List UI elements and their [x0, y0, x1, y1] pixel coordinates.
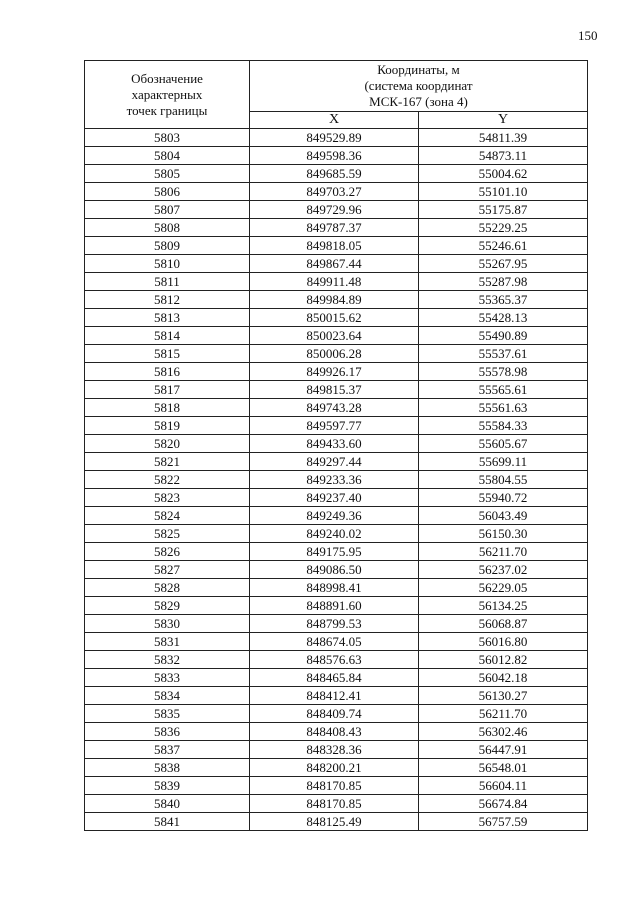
table-row: [85, 651, 588, 669]
point-id-cell: 5804: [85, 147, 250, 165]
point-id-cell: 5813: [85, 309, 250, 327]
table-row: [85, 615, 588, 633]
x-coordinate-cell: 848125.49: [250, 813, 419, 831]
point-header-line: точек границы: [126, 102, 208, 118]
table-row: [85, 165, 588, 183]
point-id-cell: 5805: [85, 165, 250, 183]
y-coordinate-cell: 54811.39: [419, 129, 588, 147]
x-coordinate-cell: 848200.21: [250, 759, 419, 777]
x-coordinate-cell: 849433.60: [250, 435, 419, 453]
x-coordinate-cell: 849818.05: [250, 237, 419, 255]
point-id-cell: 5833: [85, 669, 250, 687]
point-id-cell: 5819: [85, 417, 250, 435]
point-id-cell: 5838: [85, 759, 250, 777]
table-row: [85, 741, 588, 759]
point-id-cell: 5825: [85, 525, 250, 543]
x-coordinate-cell: 849703.27: [250, 183, 419, 201]
table-row: [85, 219, 588, 237]
x-coordinate-cell: 850023.64: [250, 327, 419, 345]
table-row: [85, 183, 588, 201]
x-coordinate-cell: 849911.48: [250, 273, 419, 291]
y-coordinate-cell: 55004.62: [419, 165, 588, 183]
x-coordinate-cell: 849787.37: [250, 219, 419, 237]
table-row: [85, 723, 588, 741]
point-id-cell: 5811: [85, 273, 250, 291]
x-coordinate-cell: 849529.89: [250, 129, 419, 147]
x-coordinate-cell: 848412.41: [250, 687, 419, 705]
x-coordinate-cell: 848170.85: [250, 777, 419, 795]
table-row: [85, 795, 588, 813]
coords-header-line: (система координат: [364, 78, 473, 93]
point-id-cell: 5815: [85, 345, 250, 363]
y-coordinate-cell: 55940.72: [419, 489, 588, 507]
table-row: [85, 363, 588, 381]
table-row: [85, 399, 588, 417]
y-coordinate-cell: 55804.55: [419, 471, 588, 489]
y-coordinate-cell: 56674.84: [419, 795, 588, 813]
table-row: [85, 345, 588, 363]
point-id-cell: 5835: [85, 705, 250, 723]
x-coordinate-cell: 849815.37: [250, 381, 419, 399]
y-coordinate-cell: 56043.49: [419, 507, 588, 525]
x-coordinate-cell: 849984.89: [250, 291, 419, 309]
x-coordinate-cell: 848170.85: [250, 795, 419, 813]
y-coordinate-cell: 55490.89: [419, 327, 588, 345]
x-coordinate-cell: 848674.05: [250, 633, 419, 651]
point-id-cell: 5823: [85, 489, 250, 507]
table-row: [85, 327, 588, 345]
point-id-cell: 5831: [85, 633, 250, 651]
x-coordinate-cell: 849926.17: [250, 363, 419, 381]
table-body: [85, 129, 588, 831]
point-id-cell: 5822: [85, 471, 250, 489]
x-coordinate-cell: 848409.74: [250, 705, 419, 723]
y-coordinate-cell: 55578.98: [419, 363, 588, 381]
x-coordinate-cell: 849233.36: [250, 471, 419, 489]
x-coordinate-cell: 849867.44: [250, 255, 419, 273]
x-coordinate-cell: 849249.36: [250, 507, 419, 525]
table-row: [85, 687, 588, 705]
y-coordinate-cell: 56134.25: [419, 597, 588, 615]
x-coordinate-cell: 848465.84: [250, 669, 419, 687]
point-id-cell: 5828: [85, 579, 250, 597]
y-coordinate-cell: 56447.91: [419, 741, 588, 759]
table-row: [85, 561, 588, 579]
y-coordinate-cell: 55565.61: [419, 381, 588, 399]
y-coordinate-cell: 55561.63: [419, 399, 588, 417]
y-coordinate-cell: 56016.80: [419, 633, 588, 651]
y-coordinate-cell: 54873.11: [419, 147, 588, 165]
y-coordinate-cell: 55699.11: [419, 453, 588, 471]
point-id-cell: 5836: [85, 723, 250, 741]
x-coordinate-cell: 849237.40: [250, 489, 419, 507]
table-header: [85, 61, 588, 129]
table-row: [85, 453, 588, 471]
y-coordinate-cell: 56012.82: [419, 651, 588, 669]
point-id-cell: 5830: [85, 615, 250, 633]
y-coordinate-cell: 56302.46: [419, 723, 588, 741]
table-row: [85, 291, 588, 309]
y-coordinate-cell: 56211.70: [419, 705, 588, 723]
point-id-cell: 5814: [85, 327, 250, 345]
point-id-cell: 5821: [85, 453, 250, 471]
coordinates-column-header: [250, 61, 588, 112]
x-coordinate-cell: 849086.50: [250, 561, 419, 579]
y-coordinate-cell: 56229.05: [419, 579, 588, 597]
x-coordinate-cell: 849729.96: [250, 201, 419, 219]
point-id-cell: 5817: [85, 381, 250, 399]
coords-header-line: МСК-167 (зона 4): [369, 94, 468, 109]
x-coordinate-cell: 849175.95: [250, 543, 419, 561]
table-row: [85, 381, 588, 399]
point-id-cell: 5839: [85, 777, 250, 795]
y-coordinate-cell: 55428.13: [419, 309, 588, 327]
x-coordinate-cell: 848998.41: [250, 579, 419, 597]
coordinates-table: [84, 60, 588, 831]
x-coordinate-cell: 849743.28: [250, 399, 419, 417]
x-coordinate-cell: 849240.02: [250, 525, 419, 543]
y-coordinate-cell: 56548.01: [419, 759, 588, 777]
point-id-cell: 5820: [85, 435, 250, 453]
table-row: [85, 579, 588, 597]
table-row: [85, 777, 588, 795]
table-row: [85, 147, 588, 165]
table-row: [85, 489, 588, 507]
point-id-cell: 5818: [85, 399, 250, 417]
point-id-cell: 5809: [85, 237, 250, 255]
y-column-header: Y: [419, 112, 588, 129]
point-id-cell: 5826: [85, 543, 250, 561]
point-header-line: Обозначение: [131, 70, 203, 86]
point-column-header: [85, 61, 250, 129]
point-id-cell: 5827: [85, 561, 250, 579]
y-coordinate-cell: 55101.10: [419, 183, 588, 201]
x-coordinate-cell: 850015.62: [250, 309, 419, 327]
x-coordinate-cell: 849685.59: [250, 165, 419, 183]
table-row: [85, 237, 588, 255]
point-id-cell: 5829: [85, 597, 250, 615]
y-coordinate-cell: 55287.98: [419, 273, 588, 291]
table-row: [85, 417, 588, 435]
point-id-cell: 5841: [85, 813, 250, 831]
y-coordinate-cell: 55175.87: [419, 201, 588, 219]
x-column-header: X: [250, 112, 419, 129]
point-header-line: характерных: [131, 86, 203, 102]
point-id-cell: 5803: [85, 129, 250, 147]
y-coordinate-cell: 56068.87: [419, 615, 588, 633]
point-id-cell: 5834: [85, 687, 250, 705]
x-coordinate-cell: 848408.43: [250, 723, 419, 741]
page-number: 150: [578, 28, 598, 43]
y-coordinate-cell: 55584.33: [419, 417, 588, 435]
table-row: [85, 309, 588, 327]
table-row: [85, 759, 588, 777]
table-row: [85, 813, 588, 831]
y-coordinate-cell: 56757.59: [419, 813, 588, 831]
table-row: [85, 471, 588, 489]
table-row: [85, 201, 588, 219]
point-id-cell: 5840: [85, 795, 250, 813]
y-coordinate-cell: 56130.27: [419, 687, 588, 705]
y-coordinate-cell: 56042.18: [419, 669, 588, 687]
x-coordinate-cell: 849597.77: [250, 417, 419, 435]
table-row: [85, 129, 588, 147]
point-id-cell: 5806: [85, 183, 250, 201]
y-coordinate-cell: 56604.11: [419, 777, 588, 795]
x-coordinate-cell: 849297.44: [250, 453, 419, 471]
table-row: [85, 255, 588, 273]
table-row: [85, 669, 588, 687]
y-coordinate-cell: 55537.61: [419, 345, 588, 363]
table-row: [85, 543, 588, 561]
point-id-cell: 5824: [85, 507, 250, 525]
y-coordinate-cell: 56211.70: [419, 543, 588, 561]
y-coordinate-cell: 55605.67: [419, 435, 588, 453]
table-row: [85, 633, 588, 651]
y-coordinate-cell: 55229.25: [419, 219, 588, 237]
table-row: [85, 597, 588, 615]
y-coordinate-cell: 55365.37: [419, 291, 588, 309]
y-coordinate-cell: 56237.02: [419, 561, 588, 579]
point-id-cell: 5810: [85, 255, 250, 273]
point-id-cell: 5808: [85, 219, 250, 237]
x-coordinate-cell: 848799.53: [250, 615, 419, 633]
x-coordinate-cell: 848576.63: [250, 651, 419, 669]
table-row: [85, 525, 588, 543]
y-coordinate-cell: 55267.95: [419, 255, 588, 273]
coords-header-line: Координаты, м: [377, 62, 460, 77]
y-coordinate-cell: 55246.61: [419, 237, 588, 255]
point-id-cell: 5807: [85, 201, 250, 219]
table-row: [85, 507, 588, 525]
x-coordinate-cell: 848328.36: [250, 741, 419, 759]
x-coordinate-cell: 848891.60: [250, 597, 419, 615]
point-id-cell: 5832: [85, 651, 250, 669]
table-row: [85, 705, 588, 723]
point-id-cell: 5837: [85, 741, 250, 759]
point-id-cell: 5812: [85, 291, 250, 309]
point-id-cell: 5816: [85, 363, 250, 381]
x-coordinate-cell: 850006.28: [250, 345, 419, 363]
table-row: [85, 273, 588, 291]
y-coordinate-cell: 56150.30: [419, 525, 588, 543]
table-row: [85, 435, 588, 453]
x-coordinate-cell: 849598.36: [250, 147, 419, 165]
